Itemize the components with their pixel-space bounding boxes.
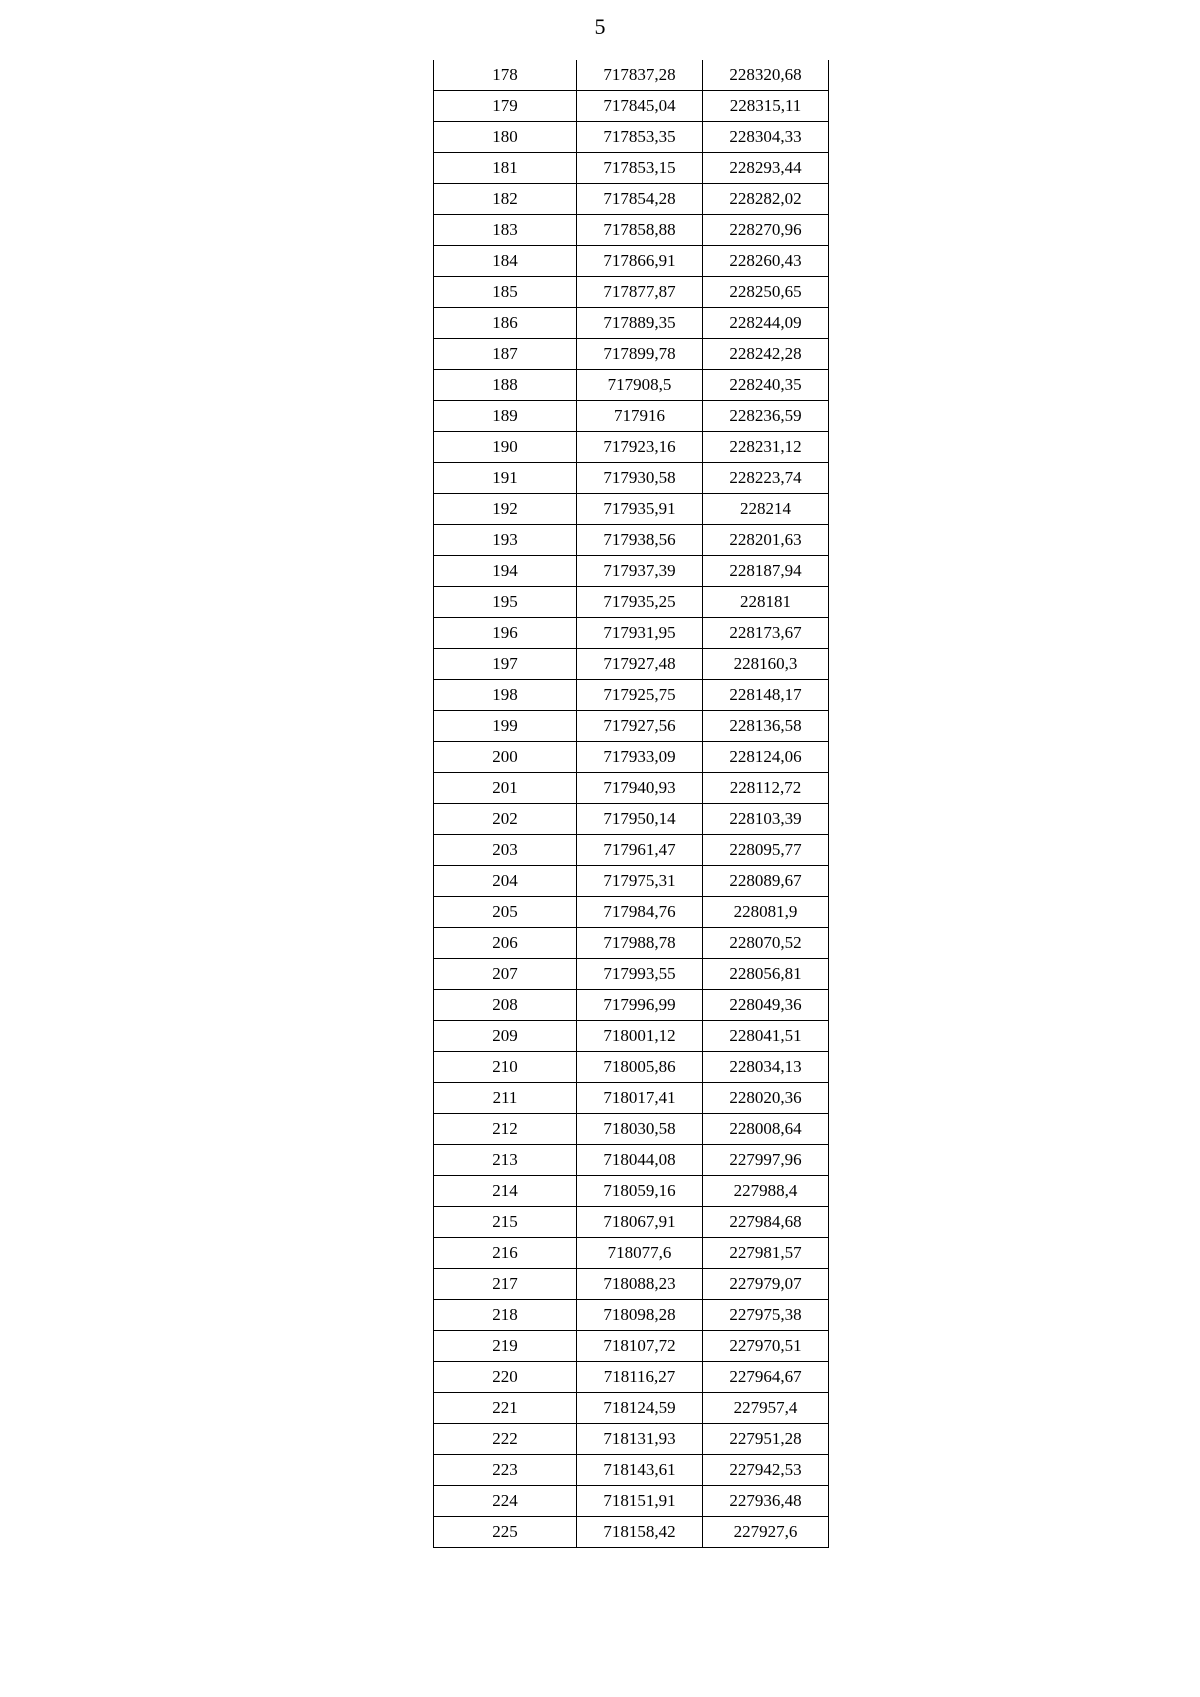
point-number-cell: 197 <box>434 649 577 680</box>
x-coordinate-cell: 718030,58 <box>577 1114 703 1145</box>
table-row <box>434 246 829 277</box>
point-number-cell: 223 <box>434 1455 577 1486</box>
point-number-cell: 181 <box>434 153 577 184</box>
point-number-cell: 184 <box>434 246 577 277</box>
x-coordinate-cell: 717993,55 <box>577 959 703 990</box>
point-number-cell: 191 <box>434 463 577 494</box>
table-row <box>434 1238 829 1269</box>
x-coordinate-cell: 718001,12 <box>577 1021 703 1052</box>
y-coordinate-cell: 228081,9 <box>703 897 829 928</box>
x-coordinate-cell: 717899,78 <box>577 339 703 370</box>
table-row <box>434 1517 829 1548</box>
x-coordinate-cell: 718131,93 <box>577 1424 703 1455</box>
table-row <box>434 680 829 711</box>
table-row <box>434 897 829 928</box>
table-row <box>434 804 829 835</box>
y-coordinate-cell: 228315,11 <box>703 91 829 122</box>
y-coordinate-cell: 228173,67 <box>703 618 829 649</box>
y-coordinate-cell: 228034,13 <box>703 1052 829 1083</box>
y-coordinate-cell: 228041,51 <box>703 1021 829 1052</box>
y-coordinate-cell: 228236,59 <box>703 401 829 432</box>
y-coordinate-cell: 227997,96 <box>703 1145 829 1176</box>
table-row <box>434 618 829 649</box>
x-coordinate-cell: 718088,23 <box>577 1269 703 1300</box>
y-coordinate-cell: 228049,36 <box>703 990 829 1021</box>
x-coordinate-cell: 717996,99 <box>577 990 703 1021</box>
x-coordinate-cell: 718017,41 <box>577 1083 703 1114</box>
x-coordinate-cell: 718044,08 <box>577 1145 703 1176</box>
y-coordinate-cell: 228112,72 <box>703 773 829 804</box>
table-row <box>434 1424 829 1455</box>
table-row <box>434 184 829 215</box>
table-row <box>434 525 829 556</box>
x-coordinate-cell: 717877,87 <box>577 277 703 308</box>
point-number-cell: 187 <box>434 339 577 370</box>
point-number-cell: 211 <box>434 1083 577 1114</box>
table-row <box>434 1331 829 1362</box>
x-coordinate-cell: 717853,35 <box>577 122 703 153</box>
x-coordinate-cell: 717950,14 <box>577 804 703 835</box>
table-row <box>434 1300 829 1331</box>
y-coordinate-cell: 228282,02 <box>703 184 829 215</box>
point-number-cell: 221 <box>434 1393 577 1424</box>
x-coordinate-cell: 718005,86 <box>577 1052 703 1083</box>
table-row <box>434 1052 829 1083</box>
coordinates-table <box>433 60 829 1548</box>
y-coordinate-cell: 228008,64 <box>703 1114 829 1145</box>
table-row <box>434 742 829 773</box>
y-coordinate-cell: 228136,58 <box>703 711 829 742</box>
x-coordinate-cell: 718067,91 <box>577 1207 703 1238</box>
x-coordinate-cell: 718143,61 <box>577 1455 703 1486</box>
y-coordinate-cell: 227942,53 <box>703 1455 829 1486</box>
table-row <box>434 308 829 339</box>
point-number-cell: 189 <box>434 401 577 432</box>
y-coordinate-cell: 228056,81 <box>703 959 829 990</box>
y-coordinate-cell: 228260,43 <box>703 246 829 277</box>
point-number-cell: 210 <box>434 1052 577 1083</box>
table-row <box>434 587 829 618</box>
table-row <box>434 556 829 587</box>
table-row <box>434 215 829 246</box>
x-coordinate-cell: 718158,42 <box>577 1517 703 1548</box>
point-number-cell: 183 <box>434 215 577 246</box>
table-row <box>434 463 829 494</box>
table-row <box>434 432 829 463</box>
x-coordinate-cell: 717975,31 <box>577 866 703 897</box>
table-row <box>434 959 829 990</box>
page-number: 5 <box>594 14 606 39</box>
point-number-cell: 195 <box>434 587 577 618</box>
y-coordinate-cell: 228160,3 <box>703 649 829 680</box>
point-number-cell: 182 <box>434 184 577 215</box>
x-coordinate-cell: 717935,91 <box>577 494 703 525</box>
table-row <box>434 1393 829 1424</box>
point-number-cell: 214 <box>434 1176 577 1207</box>
x-coordinate-cell: 717916 <box>577 401 703 432</box>
table-row <box>434 990 829 1021</box>
table-row <box>434 91 829 122</box>
x-coordinate-cell: 717908,5 <box>577 370 703 401</box>
point-number-cell: 199 <box>434 711 577 742</box>
x-coordinate-cell: 717923,16 <box>577 432 703 463</box>
point-number-cell: 220 <box>434 1362 577 1393</box>
y-coordinate-cell: 228293,44 <box>703 153 829 184</box>
y-coordinate-cell: 228242,28 <box>703 339 829 370</box>
point-number-cell: 203 <box>434 835 577 866</box>
y-coordinate-cell: 228250,65 <box>703 277 829 308</box>
x-coordinate-cell: 717988,78 <box>577 928 703 959</box>
table-row <box>434 649 829 680</box>
x-coordinate-cell: 718077,6 <box>577 1238 703 1269</box>
table-row <box>434 277 829 308</box>
x-coordinate-cell: 718116,27 <box>577 1362 703 1393</box>
y-coordinate-cell: 227988,4 <box>703 1176 829 1207</box>
x-coordinate-cell: 717940,93 <box>577 773 703 804</box>
y-coordinate-cell: 228181 <box>703 587 829 618</box>
x-coordinate-cell: 717927,56 <box>577 711 703 742</box>
x-coordinate-cell: 718151,91 <box>577 1486 703 1517</box>
table-row <box>434 60 829 91</box>
y-coordinate-cell: 228223,74 <box>703 463 829 494</box>
x-coordinate-cell: 717854,28 <box>577 184 703 215</box>
point-number-cell: 218 <box>434 1300 577 1331</box>
point-number-cell: 194 <box>434 556 577 587</box>
y-coordinate-cell: 227936,48 <box>703 1486 829 1517</box>
table-row <box>434 1083 829 1114</box>
table-row <box>434 494 829 525</box>
x-coordinate-cell: 718059,16 <box>577 1176 703 1207</box>
table-row <box>434 153 829 184</box>
table-row <box>434 1207 829 1238</box>
table-row <box>434 1176 829 1207</box>
x-coordinate-cell: 717931,95 <box>577 618 703 649</box>
y-coordinate-cell: 228020,36 <box>703 1083 829 1114</box>
table-row <box>434 1021 829 1052</box>
y-coordinate-cell: 228070,52 <box>703 928 829 959</box>
y-coordinate-cell: 228320,68 <box>703 60 829 91</box>
point-number-cell: 207 <box>434 959 577 990</box>
y-coordinate-cell: 227964,67 <box>703 1362 829 1393</box>
y-coordinate-cell: 227970,51 <box>703 1331 829 1362</box>
table-row <box>434 866 829 897</box>
y-coordinate-cell: 228214 <box>703 494 829 525</box>
point-number-cell: 225 <box>434 1517 577 1548</box>
point-number-cell: 224 <box>434 1486 577 1517</box>
point-number-cell: 200 <box>434 742 577 773</box>
x-coordinate-cell: 718107,72 <box>577 1331 703 1362</box>
point-number-cell: 179 <box>434 91 577 122</box>
point-number-cell: 209 <box>434 1021 577 1052</box>
table-row <box>434 370 829 401</box>
x-coordinate-cell: 717866,91 <box>577 246 703 277</box>
point-number-cell: 198 <box>434 680 577 711</box>
point-number-cell: 190 <box>434 432 577 463</box>
point-number-cell: 213 <box>434 1145 577 1176</box>
y-coordinate-cell: 228270,96 <box>703 215 829 246</box>
point-number-cell: 219 <box>434 1331 577 1362</box>
point-number-cell: 205 <box>434 897 577 928</box>
x-coordinate-cell: 717845,04 <box>577 91 703 122</box>
y-coordinate-cell: 228089,67 <box>703 866 829 897</box>
y-coordinate-cell: 228095,77 <box>703 835 829 866</box>
point-number-cell: 185 <box>434 277 577 308</box>
y-coordinate-cell: 227957,4 <box>703 1393 829 1424</box>
x-coordinate-cell: 717935,25 <box>577 587 703 618</box>
table-row <box>434 773 829 804</box>
table-row <box>434 1269 829 1300</box>
table-row <box>434 1362 829 1393</box>
y-coordinate-cell: 228187,94 <box>703 556 829 587</box>
point-number-cell: 212 <box>434 1114 577 1145</box>
y-coordinate-cell: 228201,63 <box>703 525 829 556</box>
y-coordinate-cell: 228304,33 <box>703 122 829 153</box>
y-coordinate-cell: 227951,28 <box>703 1424 829 1455</box>
x-coordinate-cell: 717925,75 <box>577 680 703 711</box>
point-number-cell: 188 <box>434 370 577 401</box>
coordinates-table-body <box>434 60 829 1548</box>
point-number-cell: 202 <box>434 804 577 835</box>
x-coordinate-cell: 717858,88 <box>577 215 703 246</box>
table-row <box>434 835 829 866</box>
point-number-cell: 178 <box>434 60 577 91</box>
point-number-cell: 186 <box>434 308 577 339</box>
x-coordinate-cell: 717927,48 <box>577 649 703 680</box>
x-coordinate-cell: 717837,28 <box>577 60 703 91</box>
x-coordinate-cell: 717984,76 <box>577 897 703 928</box>
table-row <box>434 1114 829 1145</box>
x-coordinate-cell: 718124,59 <box>577 1393 703 1424</box>
y-coordinate-cell: 228244,09 <box>703 308 829 339</box>
table-row <box>434 1145 829 1176</box>
y-coordinate-cell: 227975,38 <box>703 1300 829 1331</box>
table-row <box>434 1455 829 1486</box>
x-coordinate-cell: 717889,35 <box>577 308 703 339</box>
point-number-cell: 206 <box>434 928 577 959</box>
point-number-cell: 204 <box>434 866 577 897</box>
y-coordinate-cell: 228148,17 <box>703 680 829 711</box>
x-coordinate-cell: 717853,15 <box>577 153 703 184</box>
x-coordinate-cell: 717933,09 <box>577 742 703 773</box>
point-number-cell: 208 <box>434 990 577 1021</box>
point-number-cell: 193 <box>434 525 577 556</box>
y-coordinate-cell: 227984,68 <box>703 1207 829 1238</box>
point-number-cell: 201 <box>434 773 577 804</box>
point-number-cell: 216 <box>434 1238 577 1269</box>
point-number-cell: 215 <box>434 1207 577 1238</box>
y-coordinate-cell: 228124,06 <box>703 742 829 773</box>
y-coordinate-cell: 227979,07 <box>703 1269 829 1300</box>
table-row <box>434 711 829 742</box>
table-row <box>434 401 829 432</box>
y-coordinate-cell: 228103,39 <box>703 804 829 835</box>
point-number-cell: 192 <box>434 494 577 525</box>
y-coordinate-cell: 228231,12 <box>703 432 829 463</box>
x-coordinate-cell: 717937,39 <box>577 556 703 587</box>
x-coordinate-cell: 717938,56 <box>577 525 703 556</box>
x-coordinate-cell: 717961,47 <box>577 835 703 866</box>
x-coordinate-cell: 717930,58 <box>577 463 703 494</box>
y-coordinate-cell: 227927,6 <box>703 1517 829 1548</box>
point-number-cell: 196 <box>434 618 577 649</box>
table-row <box>434 122 829 153</box>
y-coordinate-cell: 228240,35 <box>703 370 829 401</box>
y-coordinate-cell: 227981,57 <box>703 1238 829 1269</box>
table-row <box>434 339 829 370</box>
table-row <box>434 928 829 959</box>
point-number-cell: 222 <box>434 1424 577 1455</box>
point-number-cell: 217 <box>434 1269 577 1300</box>
table-row <box>434 1486 829 1517</box>
point-number-cell: 180 <box>434 122 577 153</box>
x-coordinate-cell: 718098,28 <box>577 1300 703 1331</box>
